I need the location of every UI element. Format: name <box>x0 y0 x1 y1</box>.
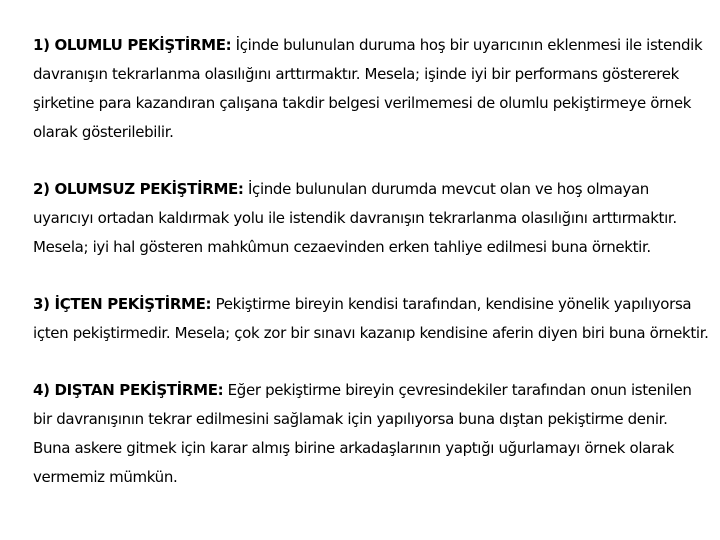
term-heading: 1) OLUMLU PEKİŞTİRME: <box>33 36 232 54</box>
definition-external-reinforcement <box>33 376 709 492</box>
definition-text: Eğer pekiştirme bireyin çevresindekiler tarafından onun istenilen bir davranışının tekrar edilmesini sağlamak için yapılıyorsa buna dıştan pekiştirme denir. Buna askere gitmek için karar almış birine arkadaşlarının yaptığı uğurlamayı örnek olarak vermemiz mümkün. <box>33 381 692 486</box>
definition-text: Pekiştirme bireyin kendisi tarafından, kendisine yönelik yapılıyorsa içten pekiştirmedir. Mesela; çok zor bir sınavı kazanıp kendisine aferin diyen biri buna örnektir. <box>33 295 709 342</box>
definition-negative-reinforcement <box>33 175 709 262</box>
definition-internal-reinforcement <box>33 290 709 348</box>
definition-text: İçinde bulunulan duruma hoş bir uyarıcının eklenmesi ile istendik davranışın tekrarlanma olasılığını arttırmaktır. Mesela; işinde iyi bir performans göstererek şirketine para kazandıran çalışana takdir belgesi verilmemesi de olumlu pekiştirmeye örnek olarak gösterilebilir. <box>33 36 703 141</box>
definition-positive-reinforcement <box>33 31 709 147</box>
term-heading: 4) DIŞTAN PEKİŞTİRME: <box>33 381 224 399</box>
definition-text: İçinde bulunulan durumda mevcut olan ve hoş olmayan uyarıcıyı ortadan kaldırmak yolu ile istendik davranışın tekrarlanma olasılığını arttırmaktır. Mesela; iyi hal gösteren mahkûmun cezaevinden erken tahliye edilmesi buna örnektir. <box>33 180 677 256</box>
term-heading: 3) İÇTEN PEKİŞTİRME: <box>33 295 212 313</box>
term-heading: 2) OLUMSUZ PEKİŞTİRME: <box>33 180 244 198</box>
document-body <box>33 31 709 492</box>
